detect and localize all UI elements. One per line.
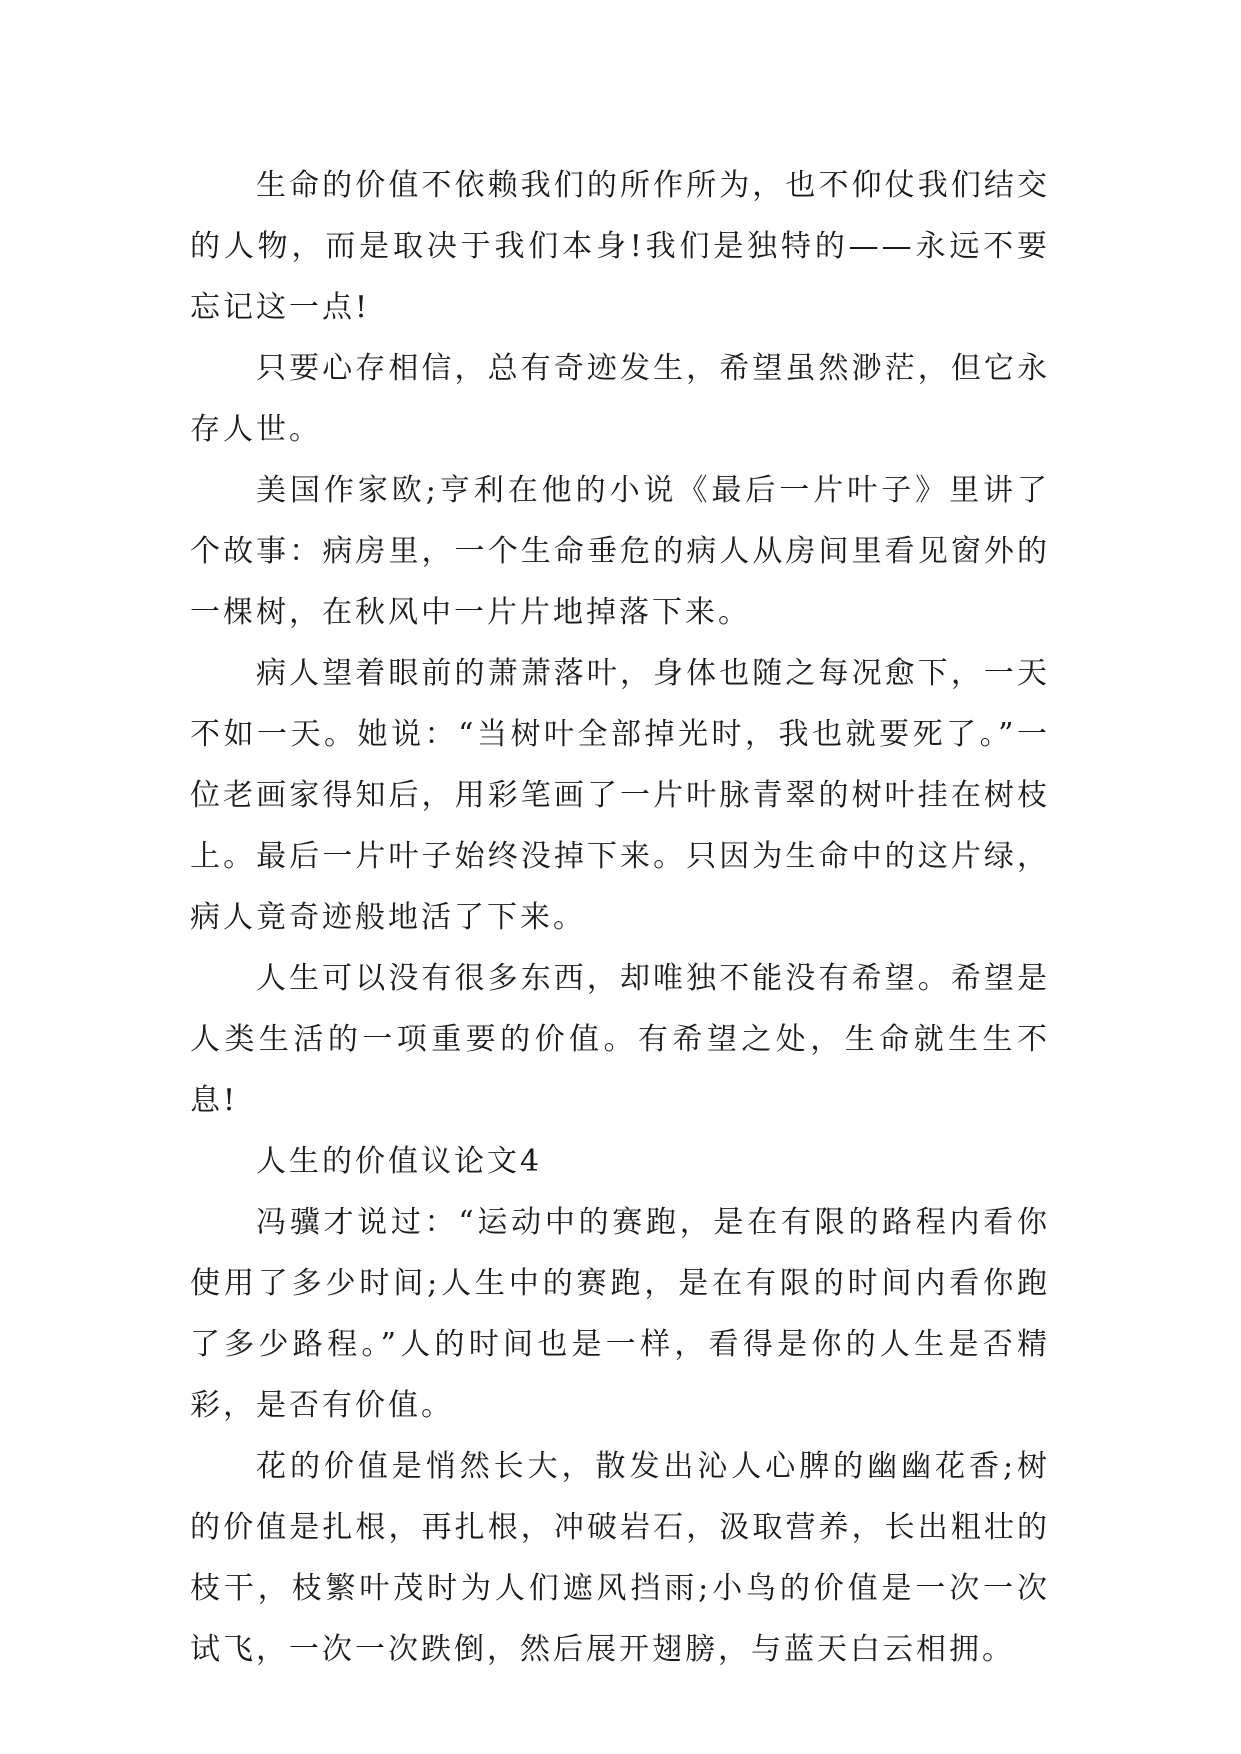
paragraph-3: 美国作家欧;亨利在他的小说《最后一片叶子》里讲了个故事：病房里，一个生命垂危的病人从房间里看见窗外的一棵树，在秋风中一片片地掉落下来。 [190, 473, 1050, 630]
section-heading: 人生的价值议论文4 [256, 1144, 543, 1179]
paragraph-2: 只要心存相信，总有奇迹发生，希望虽然渺茫，但它永存人世。 [190, 351, 1050, 447]
paragraph-7: 花的价值是悄然长大，散发出沁人心脾的幽幽花香;树的价值是扎根，再扎根，冲破岩石，汲取营养，长出粗壮的枝干，枝繁叶茂时为人们遮风挡雨;小鸟的价值是一次一次试飞，一次一次跌倒，然后展开翅膀，与蓝天白云相拥。 [190, 1449, 1050, 1667]
paragraph-5: 人生可以没有很多东西，却唯独不能没有希望。希望是人类生活的一项重要的价值。有希望之处，生命就生生不息! [190, 961, 1050, 1118]
paragraph-4: 病人望着眼前的萧萧落叶，身体也随之每况愈下，一天不如一天。她说：“当树叶全部掉光时，我也就要死了。”一位老画家得知后，用彩笔画了一片叶脉青翠的树叶挂在树枝上。最后一片叶子始终没掉下来。只因为生命中的这片绿，病人竟奇迹般地活了下来。 [190, 656, 1050, 935]
paragraph-1: 生命的价值不依赖我们的所作所为，也不仰仗我们结交的人物，而是取决于我们本身!我们是独特的——永远不要忘记这一点! [190, 168, 1050, 325]
document-body [190, 155, 1050, 1680]
paragraph-6: 冯骥才说过：“运动中的赛跑，是在有限的路程内看你使用了多少时间;人生中的赛跑，是在有限的时间内看你跑了多少路程。”人的时间也是一样，看得是你的人生是否精彩，是否有价值。 [190, 1205, 1050, 1423]
